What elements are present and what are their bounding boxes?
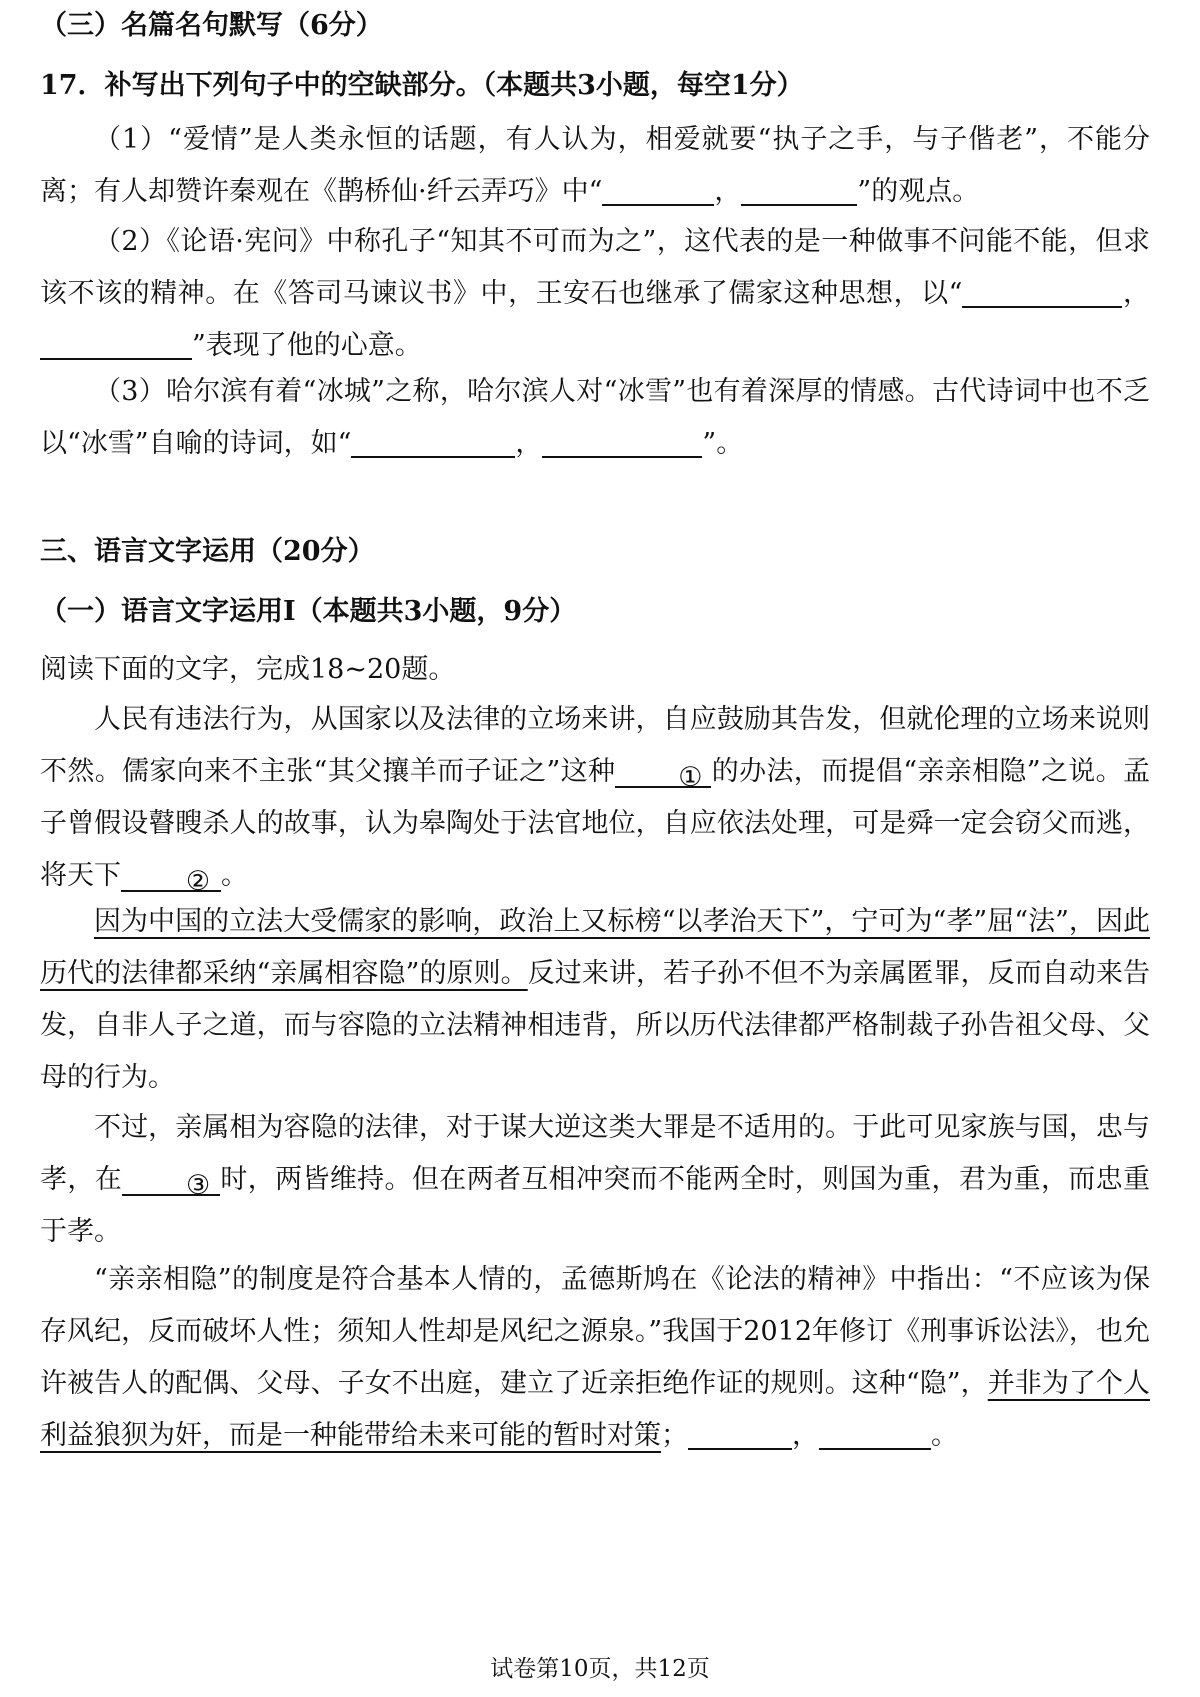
passage-paragraph-2: 因为中国的立法大受儒家的影响，政治上又标榜“以孝治天下”，宁可为“孝”屈“法”，因此历代的法律都采纳“亲属相容隐”的原则。反过来讲，若子孙不但不为亲属匿罪，反而自动来告发，自非人子之道，而与容隐的立法精神相违背，所以历代法律都严格制裁子孙告祖父母、父母的行为。 — [40, 906, 1151, 1093]
underlined-sentence: 并非为了个人利益狼狈为奸，而是一种能带给未来可能的暂时对策 — [40, 1368, 1151, 1451]
passage-paragraph-4: “亲亲相隐”的制度是符合基本人情的，孟德斯鸠在《论法的精神》中指出：“不应该为保存风纪，反而破坏人性；须知人性却是风纪之源泉。”我国于2012年修订《刑事诉讼法》，也允许被告人的配偶、父母、子女不出庭，建立了近亲拒绝作证的规则。这种“隐”，并非为了个人利益狼狈为奸，而是一种能带给未来可能的暂时对策； ， 。 — [40, 1264, 1151, 1451]
section-heading-famous-lines: （三）名篇名句默写（6分） — [40, 10, 383, 41]
question-17-title: 17．补写出下列句子中的空缺部分。（本题共3小题，每空1分） — [40, 70, 804, 101]
part-3-heading: 三、语言文字运用（20分） — [40, 536, 375, 567]
passage-paragraph-1: 人民有违法行为，从国家以及法律的立场来讲，自应鼓励其告发，但就伦理的立场来说则不然。儒家向来不主张“其父攘羊而子证之”这种 ① 的办法，而提倡“亲亲相隐”之说。孟子曾假设瞽瞍杀人的故事，认为皋陶处于法官地位，自应依法处理，可是舜一定会窃父而逃，将天下 ② 。 — [40, 704, 1151, 897]
q17-item-1: （1）“爱情”是人类永恒的话题，有人认为，相爱就要“执子之手，与子偕老”，不能分离；有人却赞许秦观在《鹊桥仙·纤云弄巧》中“ ， ”的观点。 — [40, 124, 1150, 207]
blank-marker-3[interactable]: ③ — [122, 1160, 220, 1196]
answer-blank[interactable] — [688, 1418, 792, 1450]
q17-item-2: （2）《论语·宪问》中称孔子“知其不可而为之”，这代表的是一种做事不问能不能，但求该不该的精神。在《答司马谏议书》中，王安石也继承了儒家这种思想，以“ ，”表现了他的心意。 — [40, 226, 1151, 361]
reading-instruction: 阅读下面的文字，完成18~20题。 — [40, 654, 456, 685]
underlined-sentence: 因为中国的立法大受儒家的影响，政治上又标榜“以孝治天下”，宁可为“孝”屈“法”，因此历代的法律都采纳“亲属相容隐”的原则。 — [40, 906, 1150, 989]
answer-blank[interactable] — [819, 1418, 931, 1450]
answer-blank[interactable] — [962, 276, 1122, 308]
answer-blank[interactable] — [542, 426, 702, 458]
answer-blank[interactable] — [351, 426, 515, 458]
page-footer: 试卷第10页，共12页 — [490, 1656, 710, 1682]
answer-blank[interactable] — [741, 174, 857, 206]
blank-marker-1[interactable]: ① — [615, 752, 711, 788]
answer-blank[interactable] — [602, 174, 714, 206]
answer-blank[interactable] — [40, 328, 192, 360]
blank-marker-2[interactable]: ② — [121, 856, 221, 892]
sub-section-heading: （一）语言文字运用Ⅰ（本题共3小题，9分） — [40, 596, 577, 627]
q17-item-3: （3）哈尔滨有着“冰城”之称，哈尔滨人对“冰雪”也有着深厚的情感。古代诗词中也不乏以“冰雪”自喻的诗词，如“ ， ”。 — [40, 376, 1150, 459]
passage-paragraph-3: 不过，亲属相为容隐的法律，对于谋大逆这类大罪是不适用的。于此可见家族与国，忠与孝，在 ③ 时，两皆维持。但在两者互相冲突而不能两全时，则国为重，君为重，而忠重于孝。 — [40, 1112, 1151, 1247]
